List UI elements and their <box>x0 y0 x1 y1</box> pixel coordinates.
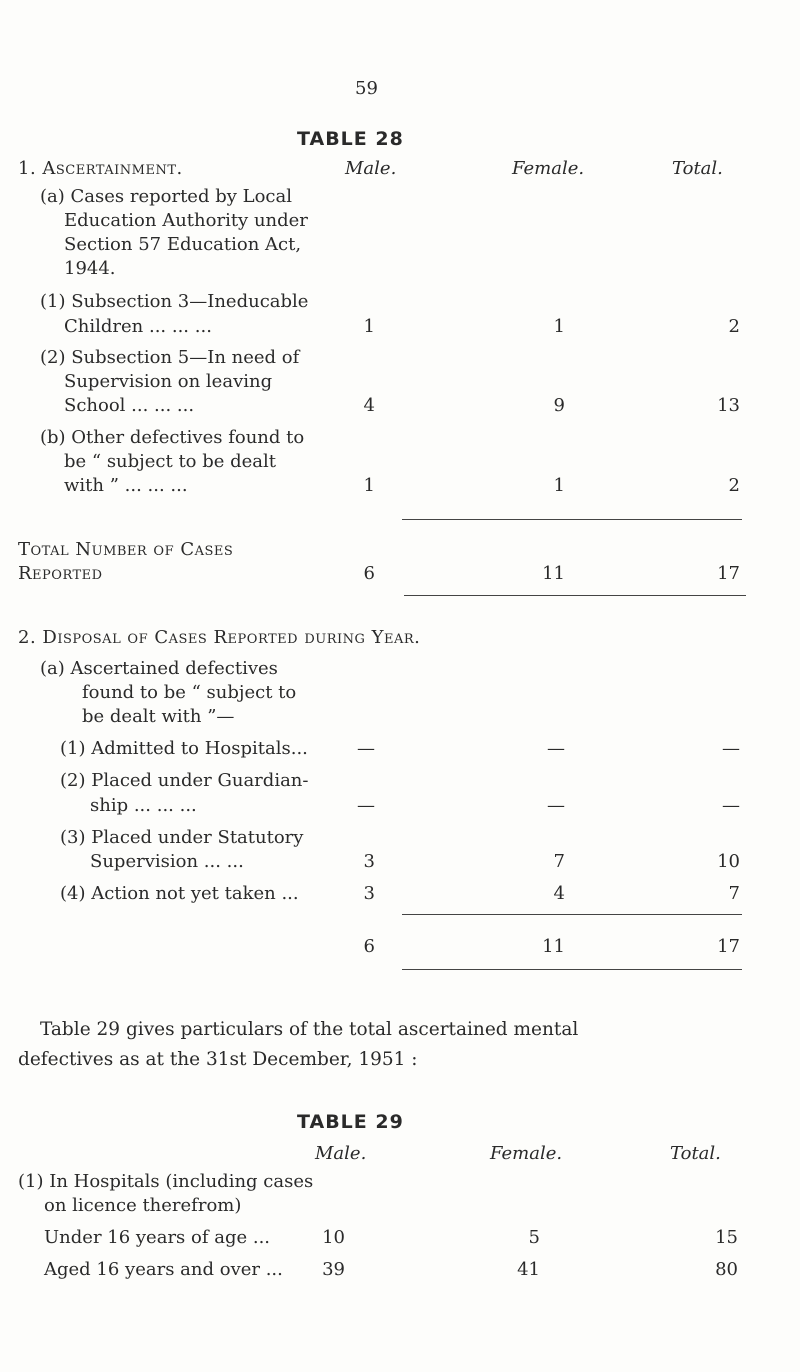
s2-r2-line-2: ship ... ... ... <box>90 795 197 816</box>
t29-col-header-male: Male. <box>315 1143 367 1164</box>
r2-line-2: Supervision on leaving <box>64 371 273 392</box>
paragraph-line-1: Table 29 gives particulars of the total ascertained mental <box>40 1019 579 1040</box>
s2a-line-1: (a) Ascertained defectives <box>40 658 278 679</box>
s2-r1-label: (1) Admitted to Hospitals... <box>60 738 308 759</box>
r1-male: 1 <box>363 316 375 337</box>
section-1-heading: 1. Ascertainment. <box>18 158 183 179</box>
s2-r3-female: 7 <box>553 851 565 872</box>
s2-r4-label: (4) Action not yet taken ... <box>60 883 299 904</box>
rule-1 <box>402 519 742 520</box>
paragraph-line-2: defectives as at the 31st December, 1951 : <box>18 1049 418 1070</box>
t29-under16-total: 15 <box>715 1227 738 1248</box>
total-line-2: Reported <box>18 563 103 584</box>
a-line-3: Section 57 Education Act, <box>64 234 302 255</box>
rule-3 <box>402 914 742 915</box>
b-female: 1 <box>553 475 565 496</box>
t29-under16-label: Under 16 years of age ... <box>44 1227 271 1248</box>
t29-under16-male: 10 <box>322 1227 345 1248</box>
t29-col-header-total: Total. <box>670 1143 721 1164</box>
rule-4 <box>402 969 742 970</box>
s2-r3-male: 3 <box>363 851 375 872</box>
col-header-female: Female. <box>512 158 585 179</box>
col-header-male: Male. <box>345 158 397 179</box>
s2-r4-male: 3 <box>363 883 375 904</box>
s2-total-female: 11 <box>542 936 565 957</box>
t29-over16-male: 39 <box>322 1259 345 1280</box>
t29-under16-female: 5 <box>528 1227 540 1248</box>
b-line-1: (b) Other defectives found to <box>40 427 305 448</box>
rule-2 <box>404 595 746 596</box>
r2-male: 4 <box>363 395 375 416</box>
s2-total-male: 6 <box>363 936 375 957</box>
b-line-2: be “ subject to be dealt <box>64 451 277 472</box>
s2a-line-3: be dealt with ”— <box>82 706 235 727</box>
total-total: 17 <box>717 563 740 584</box>
s2-r3-total: 10 <box>717 851 740 872</box>
a-line-2: Education Authority under <box>64 210 308 231</box>
s2-r1-total: — <box>722 738 740 759</box>
s2-r2-total: — <box>722 795 740 816</box>
t29-col-header-female: Female. <box>490 1143 563 1164</box>
s2-r2-male: — <box>357 795 375 816</box>
r2-line-3: School ... ... ... <box>64 395 195 416</box>
r1-line-1: (1) Subsection 3—Ineducable <box>40 291 309 312</box>
s2a-line-2: found to be “ subject to <box>82 682 297 703</box>
b-line-3: with ” ... ... ... <box>64 475 188 496</box>
r1-total: 2 <box>728 316 740 337</box>
table-28-title: TABLE 28 <box>297 128 404 150</box>
b-male: 1 <box>363 475 375 496</box>
r2-total: 13 <box>717 395 740 416</box>
r1-female: 1 <box>553 316 565 337</box>
total-male: 6 <box>363 563 375 584</box>
t29-r1-line-1: (1) In Hospitals (including cases <box>18 1171 314 1192</box>
s2-r1-female: — <box>547 738 565 759</box>
s2-r1-male: — <box>357 738 375 759</box>
r2-line-1: (2) Subsection 5—In need of <box>40 347 300 368</box>
t29-over16-label: Aged 16 years and over ... <box>44 1259 283 1280</box>
s2-r2-line-1: (2) Placed under Guardian- <box>60 770 309 791</box>
s2-r3-line-2: Supervision ... ... <box>90 851 244 872</box>
r2-female: 9 <box>553 395 565 416</box>
page-number: 59 <box>355 78 378 99</box>
col-header-total: Total. <box>672 158 723 179</box>
s2-r4-total: 7 <box>728 883 740 904</box>
r1-line-2: Children ... ... ... <box>64 316 212 337</box>
t29-r1-line-2: on licence therefrom) <box>44 1195 242 1216</box>
s2-r3-line-1: (3) Placed under Statutory <box>60 827 304 848</box>
total-line-1: Total Number of Cases <box>18 539 234 560</box>
t29-over16-female: 41 <box>517 1259 540 1280</box>
s2-r2-female: — <box>547 795 565 816</box>
s2-total-total: 17 <box>717 936 740 957</box>
table-29-title: TABLE 29 <box>297 1111 404 1133</box>
b-total: 2 <box>728 475 740 496</box>
section-2-heading: 2. Disposal of Cases Reported during Year. <box>18 627 421 648</box>
a-line-4: 1944. <box>64 258 116 279</box>
total-female: 11 <box>542 563 565 584</box>
s2-r4-female: 4 <box>553 883 565 904</box>
a-line-1: (a) Cases reported by Local <box>40 186 292 207</box>
t29-over16-total: 80 <box>715 1259 738 1280</box>
